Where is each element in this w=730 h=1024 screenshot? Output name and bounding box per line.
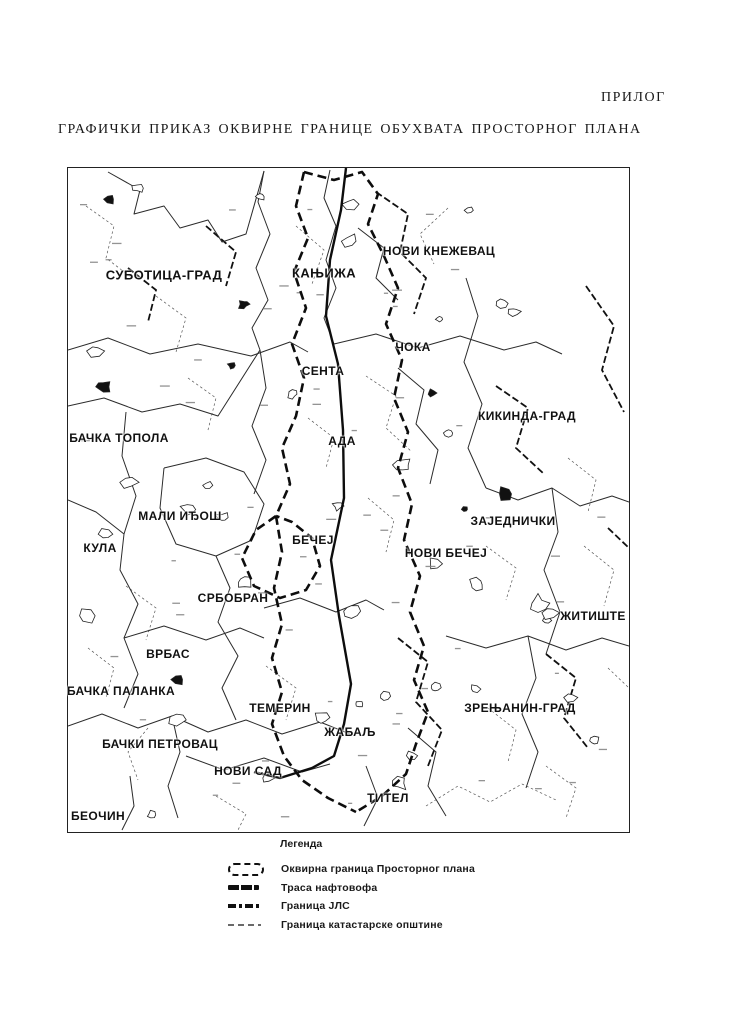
map-label: БЕЧЕЈ (292, 533, 334, 547)
map-label: ЖАБАЉ (324, 725, 376, 739)
map-label: КАЊИЖА (291, 265, 357, 281)
legend-item-label: Траса нафтовофа (281, 881, 378, 894)
legend-item-label: Оквирна граница Просторног плана (281, 863, 475, 876)
pipeline-symbol (228, 885, 268, 890)
legend-item-label: Граница катастарске општине (281, 918, 443, 931)
map-label: СЕНТА (301, 364, 345, 378)
legend-item-pipeline (228, 879, 475, 898)
pipeline-line (254, 168, 351, 778)
map-label: СУБОТИЦА-ГРАД (105, 267, 223, 283)
appendix-label: ПРИЛОГ (601, 90, 666, 105)
legend-item-jls-boundary (228, 897, 475, 916)
map-label: АДА (328, 434, 356, 448)
map-label: ЗАЈЕДНИЧКИ (470, 514, 556, 528)
legend-item-label: Граница ЈЛС (281, 900, 350, 913)
map-label: ТИТЕЛ (367, 791, 409, 805)
legend-title: Легенда (280, 838, 323, 850)
page-title: ГРАФИЧКИ ПРИКАЗ ОКВИРНЕ ГРАНИЦЕ ОБУХВАТА ПРОСТОРНОГ ПЛАНА (58, 122, 642, 137)
spatial-plan-map (67, 167, 630, 833)
cadastral-boundary-symbol (228, 924, 268, 926)
plan-boundary-symbol (228, 863, 268, 876)
map-label: КИКИНДА-ГРАД (478, 409, 576, 423)
map-label: БЕОЧИН (70, 809, 126, 823)
map-label: МАЛИ ИЂОШ (138, 509, 222, 523)
map-label: НОВИ БЕЧЕЈ (404, 546, 488, 560)
map-label: БАЧКИ ПЕТРОВАЦ (102, 737, 218, 751)
map-label: ЧОКА (395, 340, 431, 354)
legend-item-plan-boundary (228, 860, 475, 879)
legend (228, 838, 475, 934)
map-label: СРБОБРАН (197, 591, 269, 605)
map-label: ВРБАС (146, 647, 190, 661)
map-label: НОВИ САД (214, 764, 282, 778)
map-label: ЖИТИШТЕ (560, 609, 626, 623)
jls-boundary-symbol (228, 904, 268, 908)
map-label: КУЛА (83, 541, 117, 555)
map-label: ТЕМЕРИН (249, 701, 311, 715)
map-label: БАЧКА ТОПОЛА (69, 431, 169, 445)
map-label: ЗРЕЊАНИН-ГРАД (464, 701, 576, 715)
map-label: БАЧКА ПАЛАНКА (66, 684, 176, 698)
map-label: НОВИ КНЕЖЕВАЦ (382, 244, 496, 258)
legend-item-cadastral-boundary (228, 916, 475, 935)
